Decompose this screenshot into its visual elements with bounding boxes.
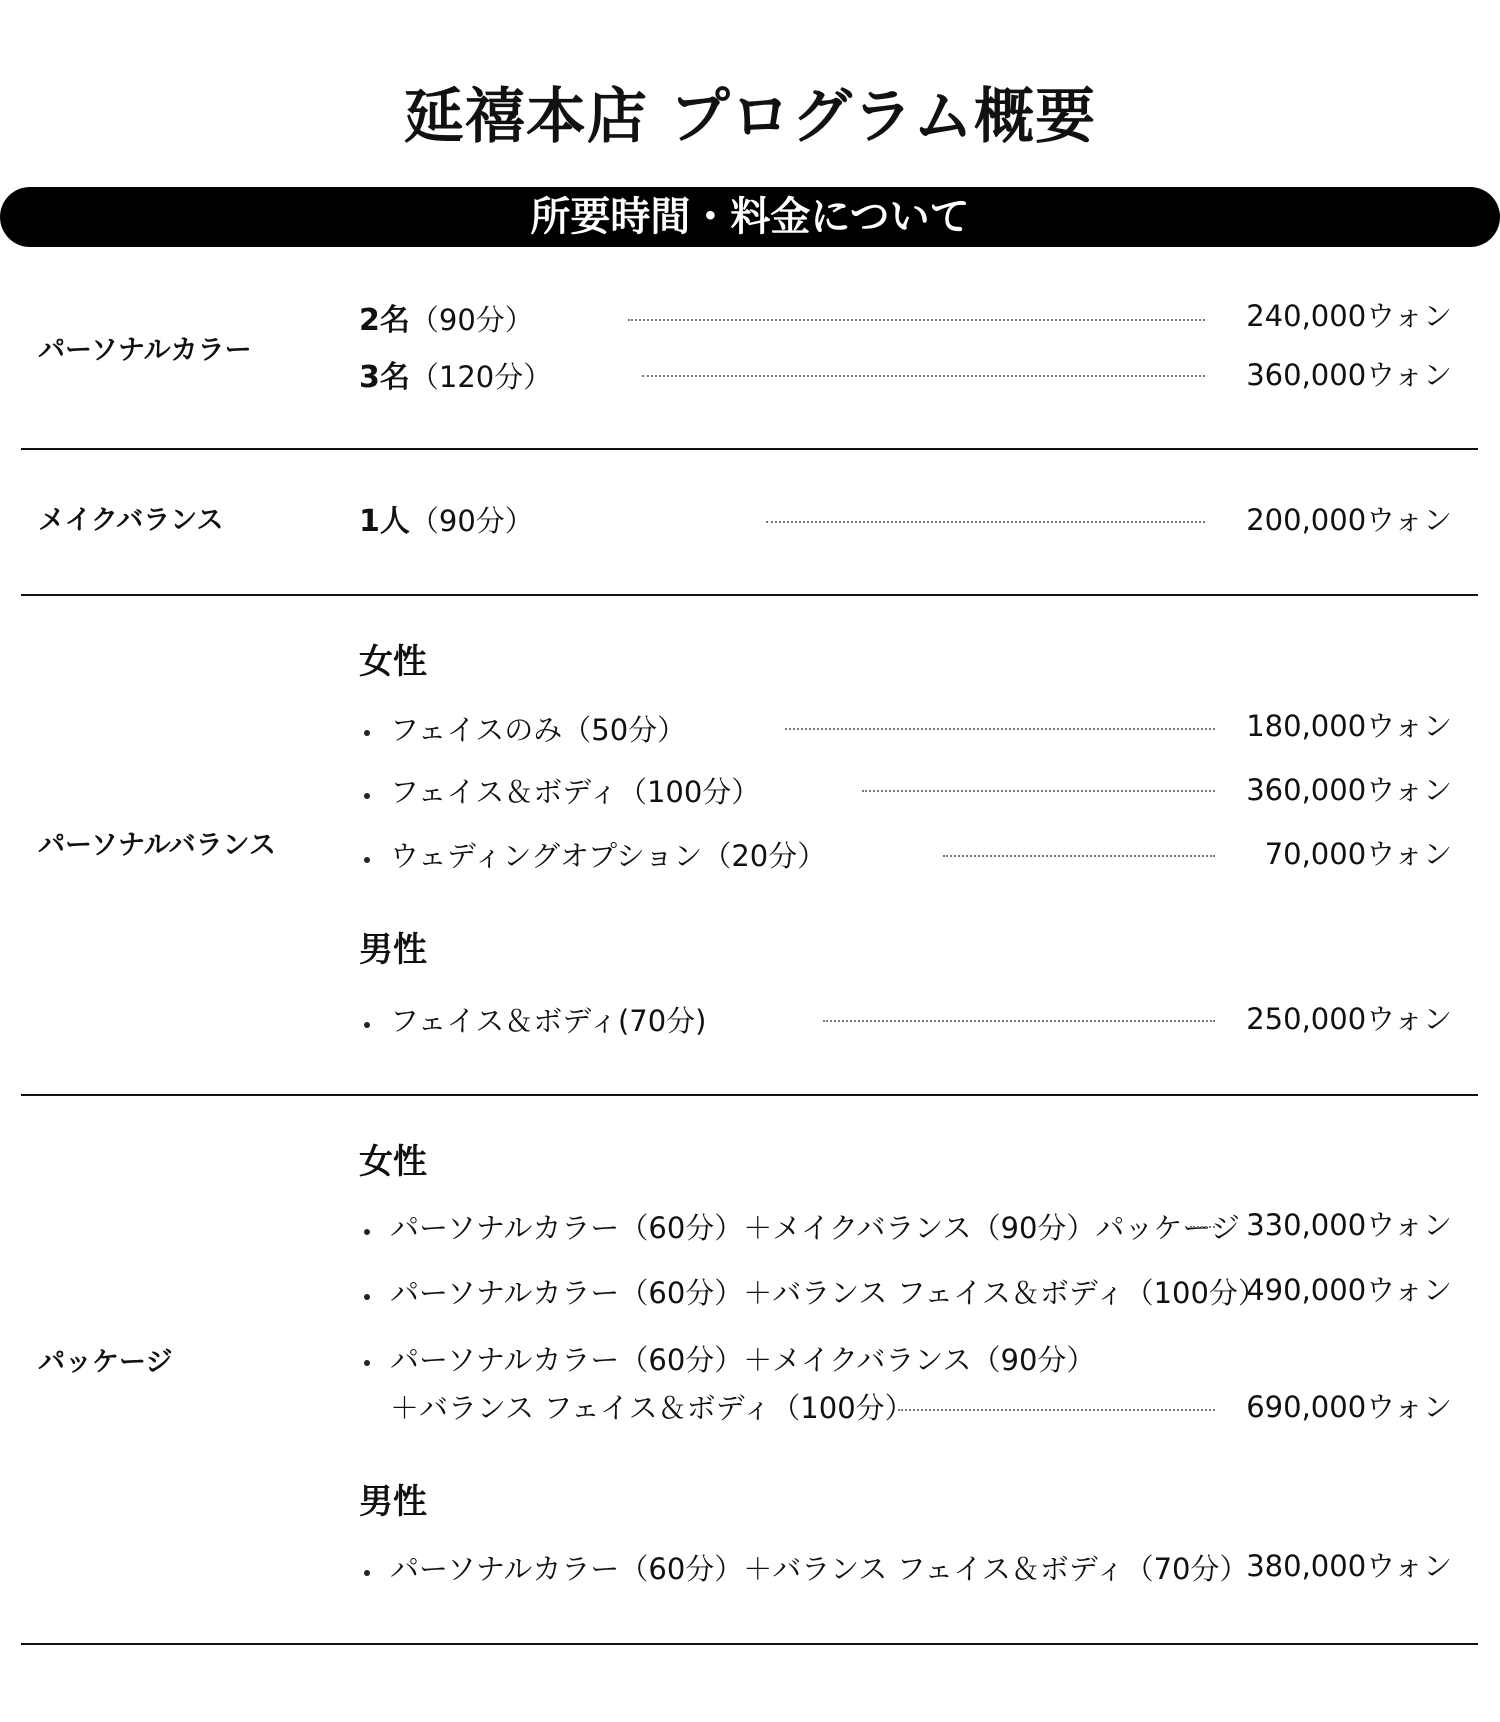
section-divider bbox=[21, 1643, 1478, 1645]
bullet bbox=[364, 793, 370, 799]
item-label bbox=[359, 357, 552, 398]
people-count: 3名 bbox=[359, 360, 410, 395]
item-label bbox=[359, 300, 534, 341]
price: 180,000ウォン bbox=[1246, 709, 1452, 743]
item-duration: （90分） bbox=[409, 303, 534, 337]
section-banner: 所要時間・料金について bbox=[0, 187, 1500, 247]
dotted-leader bbox=[943, 855, 1215, 857]
female-heading: 女性 bbox=[359, 1142, 427, 1182]
bullet bbox=[364, 1360, 370, 1366]
section-divider bbox=[21, 1094, 1478, 1096]
item-duration: （90分） bbox=[409, 504, 534, 538]
item-label bbox=[359, 501, 534, 542]
dotted-leader bbox=[1190, 1226, 1215, 1228]
item-label: フェイス＆ボディ(70分) bbox=[390, 1004, 707, 1038]
category-label: パーソナルバランス bbox=[38, 830, 276, 861]
price: 360,000ウォン bbox=[1246, 773, 1452, 807]
female-heading: 女性 bbox=[359, 642, 427, 682]
price: 490,000ウォン bbox=[1246, 1273, 1452, 1307]
item-duration: （120分） bbox=[409, 360, 553, 394]
item-label: パーソナルカラー（60分）＋バランス フェイス＆ボディ（70分） bbox=[390, 1552, 1249, 1586]
price: 70,000ウォン bbox=[1264, 837, 1452, 871]
bullet bbox=[364, 1294, 370, 1300]
bullet bbox=[364, 1229, 370, 1235]
item-label: フェイス＆ボディ（100分） bbox=[390, 775, 761, 809]
price: 330,000ウォン bbox=[1246, 1208, 1452, 1242]
item-label: ウェディングオプション（20分） bbox=[390, 839, 827, 873]
people-count: 1人 bbox=[359, 504, 410, 539]
bullet bbox=[364, 1570, 370, 1576]
male-heading: 男性 bbox=[359, 930, 427, 970]
male-heading: 男性 bbox=[359, 1482, 427, 1522]
dotted-leader bbox=[642, 375, 1205, 377]
section-divider bbox=[21, 594, 1478, 596]
people-count: 2名 bbox=[359, 303, 410, 338]
price: 690,000ウォン bbox=[1246, 1390, 1452, 1424]
price: 360,000ウォン bbox=[1246, 358, 1452, 392]
dotted-leader bbox=[766, 521, 1205, 523]
bullet bbox=[364, 730, 370, 736]
item-label: パーソナルカラー（60分）＋バランス フェイス＆ボディ（100分） bbox=[390, 1276, 1267, 1310]
price: 200,000ウォン bbox=[1246, 503, 1452, 537]
dotted-leader bbox=[785, 728, 1215, 730]
dotted-leader bbox=[862, 790, 1215, 792]
price: 380,000ウォン bbox=[1246, 1549, 1452, 1583]
category-label: パーソナルカラー bbox=[38, 335, 252, 366]
price: 240,000ウォン bbox=[1246, 299, 1452, 333]
category-label: メイクバランス bbox=[38, 505, 224, 536]
item-label: パーソナルカラー（60分）＋メイクバランス（90分）パッケージ bbox=[390, 1211, 1240, 1245]
item-label: フェイスのみ（50分） bbox=[390, 713, 687, 747]
price: 250,000ウォン bbox=[1246, 1002, 1452, 1036]
item-label: パーソナルカラー（60分）＋メイクバランス（90分） bbox=[390, 1343, 1096, 1377]
dotted-leader bbox=[898, 1409, 1215, 1411]
bullet bbox=[364, 857, 370, 863]
dotted-leader bbox=[628, 319, 1205, 321]
category-label: パッケージ bbox=[38, 1347, 173, 1378]
dotted-leader bbox=[823, 1020, 1215, 1022]
bullet bbox=[364, 1022, 370, 1028]
item-label-continued: ＋バランス フェイス＆ボディ（100分） bbox=[390, 1391, 914, 1425]
section-divider bbox=[21, 448, 1478, 450]
page-title: 延禧本店 プログラム概要 bbox=[403, 82, 1097, 152]
